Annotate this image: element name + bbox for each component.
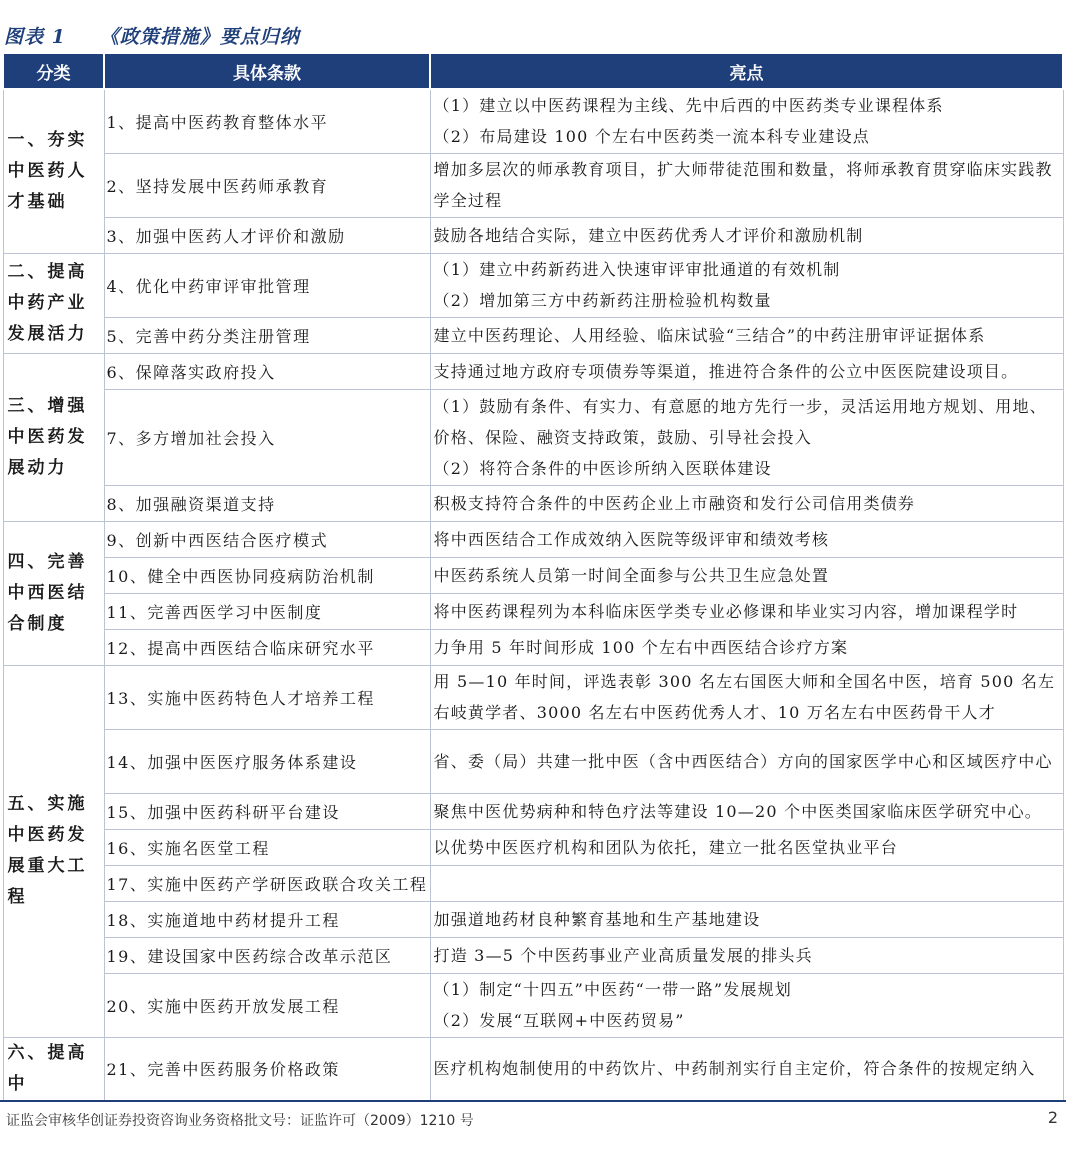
clause-cell: 8、加强融资渠道支持 bbox=[104, 485, 430, 521]
highlight-line: （1）建立以中医药课程为主线、先中后西的中医药类专业课程体系 bbox=[433, 96, 944, 116]
highlight-line: 以优势中医医疗机构和团队为依托，建立一批名医堂执业平台 bbox=[433, 837, 898, 857]
table-row bbox=[3, 153, 1063, 217]
table-row bbox=[3, 317, 1063, 353]
highlight-cell bbox=[430, 389, 1063, 485]
highlight-line: 支持通过地方政府专项债券等渠道，推进符合条件的公立中医医院建设项目。 bbox=[433, 361, 1019, 381]
highlight-line: （1）建立中药新药进入快速审评审批通道的有效机制 bbox=[433, 260, 841, 279]
figure-title-text: 《政策措施》要点归纳 bbox=[99, 26, 300, 48]
clause-cell: 12、提高中西医结合临床研究水平 bbox=[104, 629, 430, 665]
category-cell: 四、完善中西医结合制度 bbox=[3, 521, 104, 665]
footer-license-text: 证监会审核华创证券投资咨询业务资格批文号：证监许可（2009）1210 号 bbox=[6, 1113, 474, 1129]
highlight-line: 中医药系统人员第一时间全面参与公共卫生应急处置 bbox=[433, 565, 830, 585]
table-row bbox=[3, 485, 1063, 521]
header-highlight: 亮点 bbox=[430, 53, 1063, 89]
highlight-line: 将中西医结合工作成效纳入医院等级评审和绩效考核 bbox=[433, 529, 830, 549]
highlight-line: 鼓励各地结合实际，建立中医药优秀人才评价和激励机制 bbox=[433, 225, 864, 245]
clause-cell: 3、加强中医药人才评价和激励 bbox=[104, 217, 430, 253]
table-row bbox=[3, 521, 1063, 557]
highlight-line: 建立中医药理论、人用经验、临床试验“三结合”的中药注册审评证据体系 bbox=[433, 325, 986, 345]
clause-cell: 10、健全中西医协同疫病防治机制 bbox=[104, 557, 430, 593]
highlight-cell bbox=[430, 865, 1063, 901]
clause-cell: 11、完善西医学习中医制度 bbox=[104, 593, 430, 629]
highlight-line: （1）制定“十四五”中医药“一带一路”发展规划 bbox=[433, 980, 792, 999]
highlight-cell bbox=[430, 557, 1063, 593]
highlight-line: （1）鼓励有条件、有实力、有意愿的地方先行一步，灵活运用地方规划、用地、价格、保险、融资支持政策，鼓励、引导社会投入 bbox=[433, 396, 1047, 447]
clause-cell: 14、加强中医医疗服务体系建设 bbox=[104, 729, 430, 793]
table-row bbox=[3, 1037, 1063, 1100]
category-cell: 二、提高中药产业发展活力 bbox=[3, 253, 104, 353]
highlight-line: （2）将符合条件的中医诊所纳入医联体建设 bbox=[433, 458, 772, 478]
highlight-cell bbox=[430, 829, 1063, 865]
table-row bbox=[3, 865, 1063, 901]
highlight-cell bbox=[430, 665, 1063, 729]
clause-cell: 13、实施中医药特色人才培养工程 bbox=[104, 665, 430, 729]
clause-cell: 7、多方增加社会投入 bbox=[104, 389, 430, 485]
clause-cell: 4、优化中药审评审批管理 bbox=[104, 253, 430, 317]
table-row bbox=[3, 901, 1063, 937]
highlight-line: 增加多层次的师承教育项目，扩大师带徒范围和数量，将师承教育贯穿临床实践教学全过程 bbox=[433, 160, 1053, 210]
page-number: 2 bbox=[1047, 1108, 1058, 1127]
table-body bbox=[3, 89, 1063, 1100]
clause-cell: 9、创新中西医结合医疗模式 bbox=[104, 521, 430, 557]
clause-cell: 2、坚持发展中医药师承教育 bbox=[104, 153, 430, 217]
clause-cell: 19、建设国家中医药综合改革示范区 bbox=[104, 937, 430, 973]
highlight-cell bbox=[430, 629, 1063, 665]
clause-cell: 6、保障落实政府投入 bbox=[104, 353, 430, 389]
highlight-cell bbox=[430, 593, 1063, 629]
highlight-line: （2）发展“互联网+中医药贸易” bbox=[433, 1011, 685, 1030]
highlight-cell bbox=[430, 485, 1063, 521]
table-row bbox=[3, 593, 1063, 629]
clause-cell: 18、实施道地中药材提升工程 bbox=[104, 901, 430, 937]
highlight-cell bbox=[430, 353, 1063, 389]
table-row bbox=[3, 389, 1063, 485]
table-row bbox=[3, 665, 1063, 729]
highlight-line: 省、委（局）共建一批中医（含中西医结合）方向的国家医学中心和区域医疗中心 bbox=[433, 751, 1053, 771]
highlight-cell bbox=[430, 89, 1063, 153]
clause-cell: 21、完善中医药服务价格政策 bbox=[104, 1037, 430, 1100]
highlight-line: 加强道地药材良种繁育基地和生产基地建设 bbox=[433, 909, 761, 929]
clause-cell: 5、完善中药分类注册管理 bbox=[104, 317, 430, 353]
highlight-line: 将中医药课程列为本科临床医学类专业必修课和毕业实习内容，增加课程学时 bbox=[433, 601, 1019, 621]
highlight-cell bbox=[430, 901, 1063, 937]
highlight-cell bbox=[430, 793, 1063, 829]
table-row bbox=[3, 937, 1063, 973]
highlight-line: 打造 3—5 个中医药事业产业高质量发展的排头兵 bbox=[433, 945, 813, 965]
highlight-cell bbox=[430, 217, 1063, 253]
table-row bbox=[3, 729, 1063, 793]
highlight-line: （2）布局建设 100 个左右中医药类一流本科专业建设点 bbox=[433, 127, 870, 147]
highlight-cell bbox=[430, 729, 1063, 793]
table-row bbox=[3, 89, 1063, 153]
highlight-cell bbox=[430, 937, 1063, 973]
highlight-line: 用 5—10 年时间，评选表彰 300 名左右国医大师和全国名中医，培育 500 名左右岐黄学者、3000 名左右中医药优秀人才、10 万名左右中医药骨干人才 bbox=[433, 672, 1056, 722]
table-row bbox=[3, 829, 1063, 865]
table-row bbox=[3, 253, 1063, 317]
policy-table bbox=[2, 52, 1064, 1101]
figure-label: 图表 1 bbox=[4, 26, 66, 48]
table-row bbox=[3, 353, 1063, 389]
highlight-line: 聚焦中医优势病种和特色疗法等建设 10—20 个中医类国家临床医学研究中心。 bbox=[433, 801, 1042, 821]
highlight-cell bbox=[430, 973, 1063, 1037]
highlight-cell bbox=[430, 521, 1063, 557]
highlight-line: 医疗机构炮制使用的中药饮片、中药制剂实行自主定价，符合条件的按规定纳入 bbox=[433, 1059, 1036, 1078]
table-row bbox=[3, 217, 1063, 253]
category-cell: 六、提高中 bbox=[3, 1037, 104, 1100]
highlight-cell bbox=[430, 153, 1063, 217]
highlight-line: （2）增加第三方中药新药注册检验机构数量 bbox=[433, 291, 772, 310]
table-row bbox=[3, 629, 1063, 665]
table-row bbox=[3, 793, 1063, 829]
clause-cell: 17、实施中医药产学研医政联合攻关工程 bbox=[104, 865, 430, 901]
clause-cell: 15、加强中医药科研平台建设 bbox=[104, 793, 430, 829]
clause-cell: 16、实施名医堂工程 bbox=[104, 829, 430, 865]
header-clause: 具体条款 bbox=[104, 53, 430, 89]
footer-divider bbox=[0, 1100, 1066, 1102]
clause-cell: 20、实施中医药开放发展工程 bbox=[104, 973, 430, 1037]
header-category: 分类 bbox=[3, 53, 104, 89]
clause-cell: 1、提高中医药教育整体水平 bbox=[104, 89, 430, 153]
highlight-cell bbox=[430, 317, 1063, 353]
highlight-cell bbox=[430, 1037, 1063, 1100]
category-cell: 一、夯实中医药人才基础 bbox=[3, 89, 104, 253]
category-cell: 三、增强中医药发展动力 bbox=[3, 353, 104, 521]
table-row bbox=[3, 973, 1063, 1037]
highlight-line: 力争用 5 年时间形成 100 个左右中西医结合诊疗方案 bbox=[433, 637, 849, 657]
highlight-line: 积极支持符合条件的中医药企业上市融资和发行公司信用类债券 bbox=[433, 493, 916, 513]
table-row bbox=[3, 557, 1063, 593]
highlight-cell bbox=[430, 253, 1063, 317]
category-cell: 五、实施中医药发展重大工程 bbox=[3, 665, 104, 1037]
figure-title bbox=[4, 22, 300, 52]
table-header-row bbox=[3, 53, 1063, 89]
